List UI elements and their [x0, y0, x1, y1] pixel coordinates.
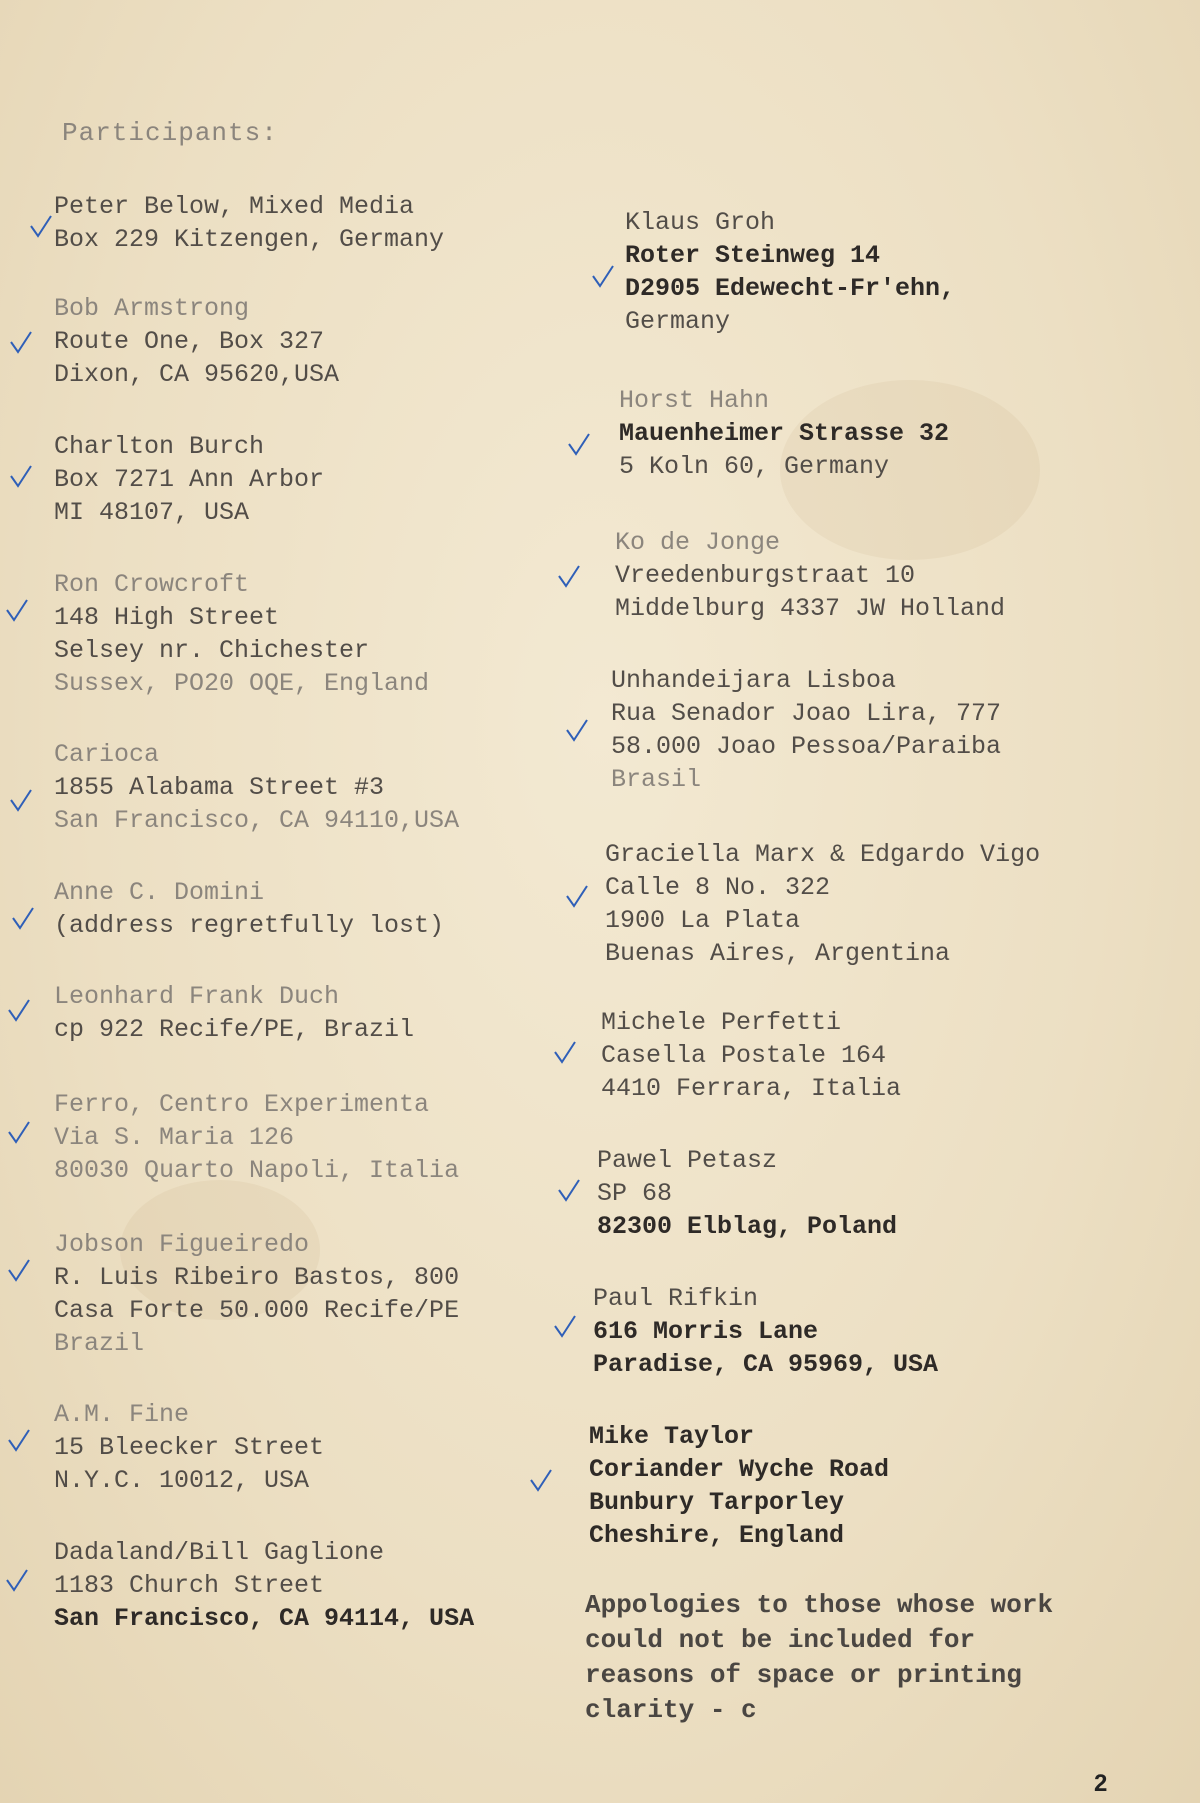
- address-line: Bunbury Tarporley: [589, 1488, 845, 1517]
- checkmark-icon: [4, 1566, 30, 1596]
- participant-entry: [54, 568, 574, 700]
- address-line: N.Y.C. 10012, USA: [54, 1466, 310, 1495]
- participant-entry: [54, 1088, 574, 1187]
- checkmark-icon: [566, 430, 592, 460]
- closing-note: [585, 1588, 1053, 1728]
- checkmark-icon: [10, 904, 36, 934]
- address-line: 80030 Quarto Napoli, Italia: [54, 1156, 460, 1185]
- participant-name: Horst Hahn: [619, 386, 770, 415]
- address-line: 1900 La Plata: [605, 906, 801, 935]
- address-line: Calle 8 No. 322: [605, 873, 831, 902]
- participant-entry: [54, 1228, 574, 1360]
- participant-name: Graciella Marx & Edgardo Vigo: [605, 840, 1041, 869]
- participant-entry: [54, 292, 574, 391]
- checkmark-icon: [8, 786, 34, 816]
- address-line: Rua Senador Joao Lira, 777: [611, 699, 1002, 728]
- address-line: MI 48107, USA: [54, 498, 250, 527]
- participant-name: Ron Crowcroft: [54, 570, 250, 599]
- address-line: Box 229 Kitzengen, Germany: [54, 225, 445, 254]
- checkmark-icon: [8, 328, 34, 358]
- participant-name: Mike Taylor: [589, 1422, 755, 1451]
- address-line: San Francisco, CA 94114, USA: [54, 1604, 475, 1633]
- address-line: Paradise, CA 95969, USA: [593, 1350, 939, 1379]
- participant-entry: [593, 1282, 1153, 1381]
- participant-entry: [611, 664, 1171, 796]
- participant-entry: [54, 1398, 574, 1497]
- address-line: 1183 Church Street: [54, 1571, 325, 1600]
- address-line: cp 922 Recife/PE, Brazil: [54, 1015, 415, 1044]
- checkmark-icon: [556, 1176, 582, 1206]
- checkmark-icon: [8, 462, 34, 492]
- address-line: Casella Postale 164: [601, 1041, 887, 1070]
- address-line: 5 Koln 60, Germany: [619, 452, 890, 481]
- participant-name: Carioca: [54, 740, 160, 769]
- checkmark-icon: [564, 716, 590, 746]
- address-line: (address regretfully lost): [54, 911, 445, 940]
- address-line: 4410 Ferrara, Italia: [601, 1074, 902, 1103]
- checkmark-icon: [28, 212, 54, 242]
- participant-name: Peter Below, Mixed Media: [54, 192, 415, 221]
- participant-name: Pawel Petasz: [597, 1146, 778, 1175]
- participant-entry: [601, 1006, 1161, 1105]
- checkmark-icon: [6, 1256, 32, 1286]
- participant-name: Ko de Jonge: [615, 528, 781, 557]
- address-line: 15 Bleecker Street: [54, 1433, 325, 1462]
- checkmark-icon: [552, 1312, 578, 1342]
- participant-name: Charlton Burch: [54, 432, 265, 461]
- address-line: 58.000 Joao Pessoa/Paraiba: [611, 732, 1002, 761]
- address-line: Via S. Maria 126: [54, 1123, 295, 1152]
- participant-entry: [619, 384, 1179, 483]
- participant-name: Klaus Groh: [625, 208, 776, 237]
- address-line: Sussex, PO20 OQE, England: [54, 669, 430, 698]
- address-line: Mauenheimer Strasse 32: [619, 419, 950, 448]
- participant-entry: [54, 430, 574, 529]
- participant-name: Dadaland/Bill Gaglione: [54, 1538, 385, 1567]
- address-line: Route One, Box 327: [54, 327, 325, 356]
- checkmark-icon: [528, 1466, 554, 1496]
- note-line: clarity - c: [585, 1695, 757, 1725]
- participant-entry: [605, 838, 1165, 970]
- address-line: 148 High Street: [54, 603, 280, 632]
- participant-name: Leonhard Frank Duch: [54, 982, 340, 1011]
- note-line: Appologies to those whose work: [585, 1590, 1054, 1620]
- participants-heading: Participants:: [62, 118, 278, 148]
- address-line: 82300 Elblag, Poland: [597, 1212, 898, 1241]
- address-line: Vreedenburgstraat 10: [615, 561, 916, 590]
- address-line: D2905 Edewecht-Fr'ehn,: [625, 274, 956, 303]
- participant-name: Bob Armstrong: [54, 294, 250, 323]
- participant-entry: [54, 190, 574, 256]
- note-line: reasons of space or printing: [585, 1660, 1022, 1690]
- checkmark-icon: [552, 1038, 578, 1068]
- address-line: 1855 Alabama Street #3: [54, 773, 385, 802]
- address-line: Coriander Wyche Road: [589, 1455, 890, 1484]
- participant-entry: [589, 1420, 1149, 1552]
- participant-name: Jobson Figueiredo: [54, 1230, 310, 1259]
- checkmark-icon: [6, 996, 32, 1026]
- address-line: Buenas Aires, Argentina: [605, 939, 951, 968]
- checkmark-icon: [564, 882, 590, 912]
- note-line: could not be included for: [585, 1625, 976, 1655]
- participant-entry: [54, 876, 574, 942]
- checkmark-icon: [4, 596, 30, 626]
- participant-entry: [597, 1144, 1157, 1243]
- address-line: Box 7271 Ann Arbor: [54, 465, 325, 494]
- page-number: 2: [1094, 1770, 1108, 1797]
- participant-entry: [54, 1536, 574, 1635]
- address-line: SP 68: [597, 1179, 673, 1208]
- participant-name: Unhandeijara Lisboa: [611, 666, 897, 695]
- participant-entry: [625, 206, 1185, 338]
- participant-name: Ferro, Centro Experimenta: [54, 1090, 430, 1119]
- participant-name: Paul Rifkin: [593, 1284, 759, 1313]
- checkmark-icon: [6, 1118, 32, 1148]
- address-line: Casa Forte 50.000 Recife/PE: [54, 1296, 460, 1325]
- checkmark-icon: [556, 562, 582, 592]
- participant-name: A.M. Fine: [54, 1400, 190, 1429]
- participant-entry: [54, 980, 574, 1046]
- address-line: Dixon, CA 95620,USA: [54, 360, 340, 389]
- participant-name: Anne C. Domini: [54, 878, 265, 907]
- checkmark-icon: [590, 262, 616, 292]
- address-line: San Francisco, CA 94110,USA: [54, 806, 460, 835]
- participant-entry: [615, 526, 1175, 625]
- address-line: Selsey nr. Chichester: [54, 636, 370, 665]
- address-line: Middelburg 4337 JW Holland: [615, 594, 1006, 623]
- address-line: Roter Steinweg 14: [625, 241, 881, 270]
- address-line: Germany: [625, 307, 731, 336]
- participant-name: Michele Perfetti: [601, 1008, 842, 1037]
- address-line: Cheshire, England: [589, 1521, 845, 1550]
- address-line: Brasil: [611, 765, 702, 794]
- address-line: R. Luis Ribeiro Bastos, 800: [54, 1263, 460, 1292]
- address-line: 616 Morris Lane: [593, 1317, 819, 1346]
- participant-entry: [54, 738, 574, 837]
- checkmark-icon: [6, 1426, 32, 1456]
- address-line: Brazil: [54, 1329, 145, 1358]
